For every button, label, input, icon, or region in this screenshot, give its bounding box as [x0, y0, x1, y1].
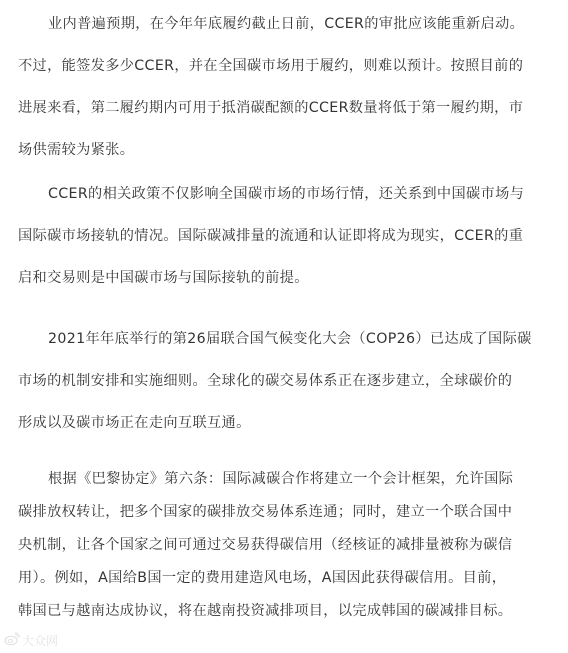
weibo-logo-icon — [4, 631, 20, 650]
watermark — [4, 631, 58, 649]
text-line: 不过，能签发多少CCER，并在全国碳市场用于履约，则难以预计。按照目前的 — [18, 58, 524, 74]
text-line: 形成以及碳市场正在走向互联互通。 — [18, 415, 251, 431]
text-line: 韩国已与越南达成协议，将在越南投资减排项目，以完成韩国的碳减排目标。 — [18, 603, 513, 619]
text-line: 央机制，让各个国家之间可通过交易获得碳信用（经核证的减排量被称为碳信 — [18, 537, 513, 553]
text-line: 根据《巴黎协定》第六条：国际减碳合作将建立一个会计框架，允许国际 — [48, 471, 514, 487]
watermark-text: 大众网 — [22, 633, 59, 648]
text-line: 场供需较为紧张。 — [18, 142, 135, 158]
text-line: 进展来看，第二履约期内可用于抵消碳配额的CCER数量将低于第一履约期，市 — [18, 100, 524, 116]
text-line: CCER的相关政策不仅影响全国碳市场的市场行情，还关系到中国碳市场与 — [48, 186, 525, 202]
text-line: 国际碳市场接轨的情况。国际碳减排量的流通和认证即将成为现实，CCER的重 — [18, 228, 524, 244]
text-line: 市场的机制安排和实施细则。全球化的碳交易体系正在逐步建立，全球碳价的 — [18, 373, 513, 389]
text-line: 碳排放权转让，把多个国家的碳排放交易体系连通；同时，建立一个联合国中 — [18, 504, 513, 520]
text-line: 用）。例如，A国给B国一定的费用建造风电场，A国因此获得碳信用。目前， — [18, 570, 507, 586]
text-line: 启和交易则是中国碳市场与国际接轨的前提。 — [18, 270, 309, 286]
text-line: 2021年年底举行的第26届联合国气候变化大会（COP26）已达成了国际碳 — [48, 331, 532, 347]
text-line: 业内普遍预期，在今年年底履约截止日前，CCER的审批应该能重新启动。 — [48, 16, 525, 32]
